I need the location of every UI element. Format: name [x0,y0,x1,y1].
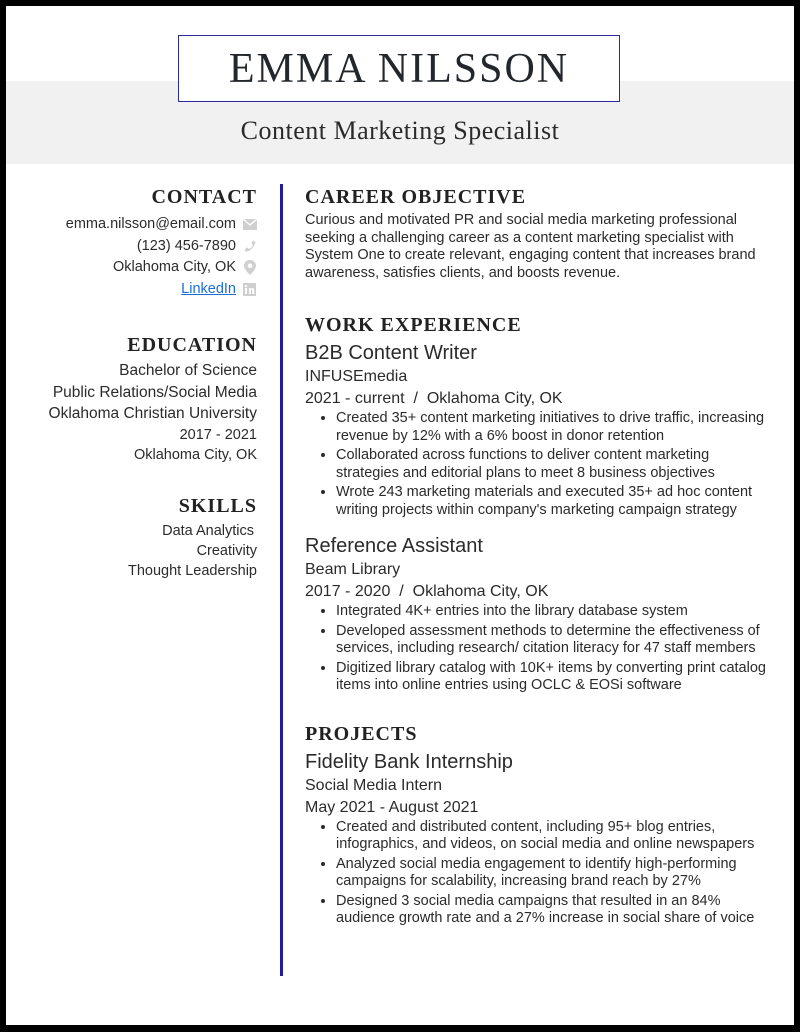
linkedin-icon [242,282,257,297]
skill-item: Creativity [196,542,257,559]
project-dates: May 2021 - August 2021 [305,798,479,816]
envelope-icon [242,217,257,232]
map-pin-icon [242,260,257,275]
project-role: Social Media Intern [305,776,442,794]
job-meta: 2021 - current / Oklahoma City, OK [305,390,563,407]
projects-section [305,721,775,928]
job-entry [305,340,775,519]
phone-icon [242,239,257,254]
education-heading: EDUCATION [127,334,257,356]
bullet-item: • Analyzed social media engagement to identify high-performing campaigns for scalability, increasing brand reach by 27% [336,856,775,891]
objective-text: Curious and motivated PR and social media marketing professional seeking a challenging career as a content marketing specialist with System One to create relevant, engaging content that increases brand awareness, satisfies clients, and boosts revenue. [305,212,756,281]
experience-section [305,312,775,695]
contact-phone [6,236,257,258]
job-company: INFUSEmedia [305,368,408,385]
contact-linkedin [6,279,257,301]
job-title: Reference Assistant [305,535,483,557]
bullet-item: • Designed 3 social media campaigns that resulted in an 84% audience growth rate and a 27% increase in social share of voice [336,893,775,928]
job-bullets [305,410,775,519]
phone-text: (123) 456-7890 [136,237,236,254]
location-text: Oklahoma City, OK [112,259,236,275]
contact-email [6,214,257,236]
experience-heading: WORK EXPERIENCE [305,314,522,336]
column-divider [280,184,283,976]
skill-item: Data Analytics [162,522,254,539]
candidate-name: EMMA NILSSON [228,45,570,92]
school: Oklahoma Christian University [48,405,257,422]
objective-section [305,184,775,282]
bullet-item: • Created and distributed content, including 95+ blog entries, infographics, and videos, on social media and online newspapers [336,819,775,854]
job-bullets [305,603,775,695]
job-title: B2B Content Writer [305,342,477,364]
education-location: Oklahoma City, OK [133,446,257,463]
linkedin-link[interactable]: LinkedIn [181,280,236,297]
bullet-item: • Created 35+ content marketing initiatives to drive traffic, increasing revenue by 12% with a 6% boost in donor retention [336,410,775,445]
project-title: Fidelity Bank Internship [305,750,513,773]
contact-location [6,257,257,279]
contact-section [6,184,257,300]
objective-heading: CAREER OBJECTIVE [305,186,527,208]
job-title-headline: Content Marketing Specialist [240,116,560,145]
email-text: emma.nilsson@email.com [65,216,236,232]
degree: Bachelor of Science [119,362,257,379]
bullet-item: • Developed assessment methods to determine the effectiveness of services, including research/ citation literacy for 47 staff members [336,623,775,658]
education-dates: 2017 - 2021 [179,426,257,443]
skills-heading: SKILLS [178,494,257,517]
project-bullets [305,819,775,928]
contact-heading: CONTACT [151,186,257,208]
bullet-item: • Wrote 243 marketing materials and executed 35+ ad hoc content writing projects within company's marketing campaign strategy [336,484,775,519]
job-company: Beam Library [305,561,401,578]
job-meta: 2017 - 2020 / Oklahoma City, OK [305,583,549,600]
resume-page [6,6,794,1025]
major: Public Relations/Social Media [52,383,257,401]
bullet-item: • Digitized library catalog with 10K+ items by converting print catalog items into online entries using OCLC & EOSi software [336,660,775,695]
left-column [6,184,257,581]
skills-section [6,493,257,581]
name-box [178,35,620,102]
skill-item: Thought Leadership [128,562,257,579]
education-section [6,332,257,465]
bullet-item: • Collaborated across functions to deliver content marketing strategies and editorial plans to meet 8 business objectives [336,447,775,482]
projects-heading: PROJECTS [305,722,418,745]
right-column [305,184,775,930]
bullet-item: • Integrated 4K+ entries into the library database system [336,603,775,621]
job-entry [305,533,775,695]
project-entry [305,749,775,928]
